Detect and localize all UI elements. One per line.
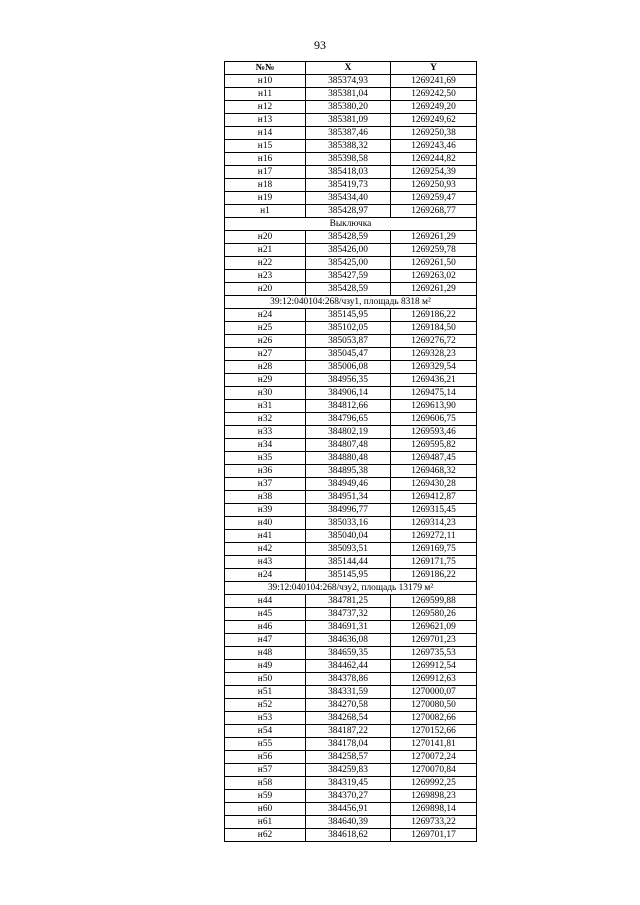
point-number-cell: н47 (225, 634, 306, 647)
y-cell: 1269912,63 (391, 673, 477, 686)
header-point-number: №№ (225, 62, 306, 75)
coordinates-table (224, 61, 477, 842)
table-row (225, 374, 477, 387)
x-cell: 385145,95 (306, 569, 391, 582)
table-row (225, 205, 477, 218)
y-cell: 1269475,14 (391, 387, 477, 400)
x-cell: 385428,59 (306, 231, 391, 244)
section-title: 39:12:040104:268/чзу2, площадь 13179 м² (225, 582, 477, 595)
x-cell: 385045,47 (306, 348, 391, 361)
point-number-cell: н17 (225, 166, 306, 179)
x-cell: 385053,87 (306, 335, 391, 348)
x-cell: 385102,05 (306, 322, 391, 335)
x-cell: 384187,22 (306, 725, 391, 738)
point-number-cell: н1 (225, 205, 306, 218)
y-cell: 1269430,28 (391, 478, 477, 491)
x-cell: 384370,27 (306, 790, 391, 803)
table-row (225, 140, 477, 153)
table-row (225, 75, 477, 88)
table-row (225, 166, 477, 179)
table-row (225, 738, 477, 751)
table-row (225, 101, 477, 114)
y-cell: 1269898,14 (391, 803, 477, 816)
y-cell: 1269468,32 (391, 465, 477, 478)
y-cell: 1269701,23 (391, 634, 477, 647)
y-cell: 1269436,21 (391, 374, 477, 387)
y-cell: 1269169,75 (391, 543, 477, 556)
point-number-cell: н43 (225, 556, 306, 569)
y-cell: 1269599,88 (391, 595, 477, 608)
x-cell: 384812,66 (306, 400, 391, 413)
x-cell: 384462,44 (306, 660, 391, 673)
x-cell: 384618,62 (306, 829, 391, 842)
y-cell: 1269272,11 (391, 530, 477, 543)
table-row (225, 88, 477, 101)
table-row (225, 764, 477, 777)
table-row (225, 348, 477, 361)
header-x: X (306, 62, 391, 75)
x-cell: 384319,45 (306, 777, 391, 790)
section-row (225, 296, 477, 309)
point-number-cell: н41 (225, 530, 306, 543)
point-number-cell: н21 (225, 244, 306, 257)
table-row (225, 699, 477, 712)
table-row (225, 270, 477, 283)
table-row (225, 257, 477, 270)
point-number-cell: н37 (225, 478, 306, 491)
point-number-cell: н45 (225, 608, 306, 621)
y-cell: 1270072,24 (391, 751, 477, 764)
table-row (225, 413, 477, 426)
table-row (225, 452, 477, 465)
y-cell: 1269261,29 (391, 283, 477, 296)
point-number-cell: н10 (225, 75, 306, 88)
y-cell: 1269898,23 (391, 790, 477, 803)
x-cell: 385428,59 (306, 283, 391, 296)
y-cell: 1269242,50 (391, 88, 477, 101)
x-cell: 384737,32 (306, 608, 391, 621)
point-number-cell: н58 (225, 777, 306, 790)
section-row (225, 218, 477, 231)
header-row (225, 62, 477, 75)
x-cell: 384807,48 (306, 439, 391, 452)
x-cell: 385374,93 (306, 75, 391, 88)
point-number-cell: н62 (225, 829, 306, 842)
point-number-cell: н32 (225, 413, 306, 426)
y-cell: 1269276,72 (391, 335, 477, 348)
point-number-cell: н13 (225, 114, 306, 127)
table-row (225, 595, 477, 608)
table-row (225, 660, 477, 673)
point-number-cell: н11 (225, 88, 306, 101)
point-number-cell: н25 (225, 322, 306, 335)
y-cell: 1269259,78 (391, 244, 477, 257)
x-cell: 385428,97 (306, 205, 391, 218)
point-number-cell: н36 (225, 465, 306, 478)
x-cell: 384178,04 (306, 738, 391, 751)
y-cell: 1270082,66 (391, 712, 477, 725)
x-cell: 385033,16 (306, 517, 391, 530)
x-cell: 385381,04 (306, 88, 391, 101)
point-number-cell: н28 (225, 361, 306, 374)
x-cell: 384258,57 (306, 751, 391, 764)
y-cell: 1269621,09 (391, 621, 477, 634)
table-row (225, 634, 477, 647)
point-number-cell: н24 (225, 569, 306, 582)
table-row (225, 686, 477, 699)
y-cell: 1269268,77 (391, 205, 477, 218)
point-number-cell: н48 (225, 647, 306, 660)
x-cell: 384802,19 (306, 426, 391, 439)
table-row (225, 244, 477, 257)
table-row (225, 309, 477, 322)
table-row (225, 556, 477, 569)
table-row (225, 153, 477, 166)
x-cell: 385040,04 (306, 530, 391, 543)
x-cell: 384906,14 (306, 387, 391, 400)
point-number-cell: н19 (225, 192, 306, 205)
x-cell: 384781,25 (306, 595, 391, 608)
table-row (225, 829, 477, 842)
point-number-cell: н52 (225, 699, 306, 712)
y-cell: 1269735,53 (391, 647, 477, 660)
x-cell: 384636,08 (306, 634, 391, 647)
table-row (225, 127, 477, 140)
table-row (225, 673, 477, 686)
table-row (225, 465, 477, 478)
y-cell: 1269606,75 (391, 413, 477, 426)
y-cell: 1269244,82 (391, 153, 477, 166)
x-cell: 385006,08 (306, 361, 391, 374)
y-cell: 1269261,50 (391, 257, 477, 270)
page-number: 93 (314, 38, 326, 52)
point-number-cell: н20 (225, 283, 306, 296)
y-cell: 1269701,17 (391, 829, 477, 842)
y-cell: 1269186,22 (391, 309, 477, 322)
point-number-cell: н51 (225, 686, 306, 699)
header-y: Y (391, 62, 477, 75)
y-cell: 1269243,46 (391, 140, 477, 153)
point-number-cell: н29 (225, 374, 306, 387)
table-row (225, 491, 477, 504)
y-cell: 1269250,38 (391, 127, 477, 140)
point-number-cell: н56 (225, 751, 306, 764)
y-cell: 1269992,25 (391, 777, 477, 790)
point-number-cell: н55 (225, 738, 306, 751)
table-row (225, 647, 477, 660)
table-row (225, 478, 477, 491)
y-cell: 1269912,54 (391, 660, 477, 673)
table-row (225, 400, 477, 413)
point-number-cell: н57 (225, 764, 306, 777)
point-number-cell: н46 (225, 621, 306, 634)
x-cell: 384951,34 (306, 491, 391, 504)
x-cell: 385093,51 (306, 543, 391, 556)
point-number-cell: н34 (225, 439, 306, 452)
table-row (225, 322, 477, 335)
point-number-cell: н60 (225, 803, 306, 816)
y-cell: 1269328,23 (391, 348, 477, 361)
x-cell: 384691,31 (306, 621, 391, 634)
table-row (225, 725, 477, 738)
point-number-cell: н16 (225, 153, 306, 166)
point-number-cell: н33 (225, 426, 306, 439)
x-cell: 384880,48 (306, 452, 391, 465)
y-cell: 1269580,26 (391, 608, 477, 621)
table-row (225, 621, 477, 634)
table-row (225, 569, 477, 582)
point-number-cell: н35 (225, 452, 306, 465)
point-number-cell: н23 (225, 270, 306, 283)
point-number-cell: н14 (225, 127, 306, 140)
x-cell: 384640,39 (306, 816, 391, 829)
y-cell: 1269329,54 (391, 361, 477, 374)
x-cell: 385426,00 (306, 244, 391, 257)
x-cell: 384259,83 (306, 764, 391, 777)
x-cell: 384996,77 (306, 504, 391, 517)
table-row (225, 712, 477, 725)
y-cell: 1269263,02 (391, 270, 477, 283)
point-number-cell: н40 (225, 517, 306, 530)
y-cell: 1269171,75 (391, 556, 477, 569)
y-cell: 1269250,93 (391, 179, 477, 192)
section-title: Выключка (225, 218, 477, 231)
point-number-cell: н26 (225, 335, 306, 348)
y-cell: 1270141,81 (391, 738, 477, 751)
y-cell: 1269261,29 (391, 231, 477, 244)
table-row (225, 179, 477, 192)
table-row (225, 231, 477, 244)
point-number-cell: н38 (225, 491, 306, 504)
point-number-cell: н44 (225, 595, 306, 608)
x-cell: 385381,09 (306, 114, 391, 127)
table-row (225, 361, 477, 374)
x-cell: 385419,73 (306, 179, 391, 192)
table-row (225, 192, 477, 205)
y-cell: 1269613,90 (391, 400, 477, 413)
y-cell: 1269241,69 (391, 75, 477, 88)
x-cell: 385380,20 (306, 101, 391, 114)
x-cell: 385425,00 (306, 257, 391, 270)
table-row (225, 504, 477, 517)
table-body (225, 75, 477, 842)
point-number-cell: н30 (225, 387, 306, 400)
y-cell: 1269315,45 (391, 504, 477, 517)
table-row (225, 777, 477, 790)
point-number-cell: н22 (225, 257, 306, 270)
point-number-cell: н61 (225, 816, 306, 829)
point-number-cell: н15 (225, 140, 306, 153)
table-row (225, 530, 477, 543)
table-row (225, 803, 477, 816)
table-row (225, 790, 477, 803)
x-cell: 384268,54 (306, 712, 391, 725)
x-cell: 385427,59 (306, 270, 391, 283)
point-number-cell: н42 (225, 543, 306, 556)
y-cell: 1269487,45 (391, 452, 477, 465)
table-row (225, 608, 477, 621)
section-title: 39:12:040104:268/чзу1, площадь 8318 м² (225, 296, 477, 309)
y-cell: 1270080,50 (391, 699, 477, 712)
point-number-cell: н24 (225, 309, 306, 322)
y-cell: 1269249,20 (391, 101, 477, 114)
y-cell: 1269249,62 (391, 114, 477, 127)
x-cell: 384456,91 (306, 803, 391, 816)
y-cell: 1269259,47 (391, 192, 477, 205)
x-cell: 384270,58 (306, 699, 391, 712)
table-row (225, 751, 477, 764)
x-cell: 385418,03 (306, 166, 391, 179)
x-cell: 384378,86 (306, 673, 391, 686)
point-number-cell: н53 (225, 712, 306, 725)
x-cell: 384659,35 (306, 647, 391, 660)
point-number-cell: н20 (225, 231, 306, 244)
x-cell: 385388,32 (306, 140, 391, 153)
point-number-cell: н49 (225, 660, 306, 673)
table-row (225, 387, 477, 400)
table-row (225, 426, 477, 439)
x-cell: 384895,38 (306, 465, 391, 478)
section-row (225, 582, 477, 595)
point-number-cell: н59 (225, 790, 306, 803)
point-number-cell: н27 (225, 348, 306, 361)
x-cell: 384796,65 (306, 413, 391, 426)
y-cell: 1269412,87 (391, 491, 477, 504)
y-cell: 1270152,66 (391, 725, 477, 738)
table-row (225, 114, 477, 127)
y-cell: 1269595,82 (391, 439, 477, 452)
point-number-cell: н54 (225, 725, 306, 738)
x-cell: 384956,35 (306, 374, 391, 387)
y-cell: 1270070,84 (391, 764, 477, 777)
x-cell: 385398,58 (306, 153, 391, 166)
point-number-cell: н31 (225, 400, 306, 413)
y-cell: 1269186,22 (391, 569, 477, 582)
x-cell: 385434,40 (306, 192, 391, 205)
table-row (225, 517, 477, 530)
y-cell: 1269184,50 (391, 322, 477, 335)
y-cell: 1269254,39 (391, 166, 477, 179)
y-cell: 1269593,46 (391, 426, 477, 439)
point-number-cell: н12 (225, 101, 306, 114)
x-cell: 384949,46 (306, 478, 391, 491)
point-number-cell: н50 (225, 673, 306, 686)
point-number-cell: н18 (225, 179, 306, 192)
table-row (225, 335, 477, 348)
table-row (225, 283, 477, 296)
y-cell: 1269314,23 (391, 517, 477, 530)
table-row (225, 439, 477, 452)
x-cell: 385144,44 (306, 556, 391, 569)
y-cell: 1270000,07 (391, 686, 477, 699)
y-cell: 1269733,22 (391, 816, 477, 829)
table-row (225, 543, 477, 556)
point-number-cell: н39 (225, 504, 306, 517)
x-cell: 385145,95 (306, 309, 391, 322)
table-header (225, 62, 477, 75)
table-row (225, 816, 477, 829)
x-cell: 384331,59 (306, 686, 391, 699)
x-cell: 385387,46 (306, 127, 391, 140)
